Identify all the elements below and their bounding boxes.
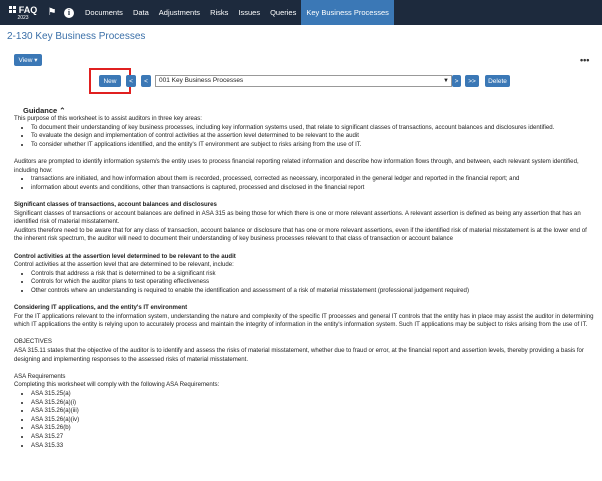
section-heading: Control activities at the assertion level determined to be relevant to the audit	[14, 252, 236, 260]
list-item: • ASA 315.26(a)(iv)	[31, 416, 594, 425]
first-record-button[interactable]: <	[126, 75, 136, 87]
faq-button[interactable]	[4, 5, 42, 21]
section-heading: ASA Requirements	[14, 372, 66, 380]
more-options-icon[interactable]: •••	[580, 55, 590, 65]
view-dropdown-button[interactable]: View ▾	[14, 54, 42, 66]
prompt-text: Auditors are prompted to identify information system/s the entity uses to process financial reporting related information and describe how information flows through, and between, each relevant system identified, including how:	[14, 157, 579, 174]
section-heading: OBJECTIVES	[14, 338, 52, 346]
list-item: • To evaluate the design and implementation of control activities at the assertion level determined to be relevant to the audit	[31, 132, 594, 141]
list-item: • ASA 315.27	[31, 433, 594, 442]
nav-documents[interactable]: Documents	[85, 8, 123, 17]
nav-key-business-processes[interactable]: Key Business Processes	[301, 0, 394, 25]
list-item: • ASA 315.26(a)(i)	[31, 399, 594, 408]
list-item: • ASA 315.33	[31, 442, 594, 451]
faq-label: FAQ	[18, 4, 38, 15]
nav-adjustments[interactable]: Adjustments	[158, 8, 201, 17]
grid-icon	[9, 6, 16, 13]
chevron-down-icon: ▼	[443, 78, 449, 84]
section-heading: Significant classes of transactions, account balances and disclosures	[14, 200, 217, 208]
list-item: • To consider whether IT applications identified, and the entity's IT environment are subject to risks arising from the use of IT.	[31, 141, 594, 150]
delete-button[interactable]: Delete	[485, 75, 510, 87]
paragraph: Control activities at the assertion level that are determined to be relevant, include:	[14, 261, 234, 269]
last-record-button[interactable]: >>	[465, 75, 479, 87]
asa-list	[14, 390, 594, 450]
previous-record-button[interactable]: <	[141, 75, 151, 87]
flag-icon[interactable]: ⚑	[47, 7, 57, 18]
process-select[interactable]	[155, 75, 452, 87]
paragraph: Auditors therefore need to be aware that for any class of transaction, account balance or disclosure that has one or more relevant assertions, even if the identified risk of material misstatement is at the lower end of the inherent risk spectrum, the auditor will need to document their understanding of key business processes relevant to that class of transaction or account balance	[14, 226, 587, 243]
main-nav	[80, 0, 394, 25]
list-item: • ASA 315.26(a)(iii)	[31, 407, 594, 416]
process-select-value: 001 Key Business Processes	[159, 77, 244, 84]
new-button[interactable]: New	[99, 75, 121, 87]
nav-issues[interactable]: Issues	[238, 8, 261, 17]
guidance-content	[14, 115, 594, 450]
faq-year: 2023	[17, 14, 29, 21]
info-icon[interactable]: i	[64, 8, 74, 18]
nav-queries[interactable]: Queries	[270, 8, 297, 17]
page-title: 2-130 Key Business Processes	[7, 31, 146, 42]
intro-text: This purpose of this worksheet is to assist auditors in three key areas:	[14, 115, 202, 122]
list-item: • Other controls where an understanding is required to enable the identification and assessment of a risk of material misstatement (professional judgement required)	[31, 287, 594, 296]
paragraph: Completing this worksheet will comply with the following ASA Requirements:	[14, 381, 220, 389]
next-record-button[interactable]: >	[452, 75, 461, 87]
nav-risks[interactable]: Risks	[210, 8, 229, 17]
list-item: • transactions are initiated, and how information about them is recorded, processed, corrected as necessary, incorporated in the general ledger and reported in the financial report; and	[31, 175, 594, 184]
paragraph: Significant classes of transactions or account balances are defined in ASA 315 as being those for which there is one or more relevant assertions. A relevant assertion is defined as being any assertion that has an identified risk of material misstatement.	[14, 209, 581, 226]
list-item: • Controls that address a risk that is determined to be a significant risk	[31, 270, 594, 279]
section-heading: Considering IT applications, and the entity's IT environment	[14, 304, 188, 312]
controls-list	[14, 270, 594, 296]
list-item: • To document their understanding of key business processes, including key information systems used, that relate to significant classes of transactions, account balances and disclosures identified.	[31, 124, 594, 133]
list-item: • information about events and conditions, other than transactions is captured, processed and disclosed in the financial report	[31, 184, 594, 193]
nav-data[interactable]: Data	[132, 8, 149, 17]
intro-list	[14, 124, 594, 150]
top-navigation-bar	[0, 0, 602, 25]
list-item: • ASA 315.26(b)	[31, 424, 594, 433]
guidance-toggle[interactable]: Guidance ⌃	[23, 106, 66, 115]
prompt-list	[14, 175, 594, 192]
list-item: • Controls for which the auditor plans to test operating effectiveness	[31, 278, 594, 287]
paragraph: For the IT applications relevant to the information system, understanding the nature and complexity of the specific IT processes and general IT controls that the entity has in place may assist the auditor in determining which IT applications the entity is relying upon to accurately process and maintain the integrity of information in the entity's information system. Such IT applications may be subject to risks arising from the use of IT.	[14, 312, 594, 329]
paragraph: ASA 315.11 states that the objective of the auditor is to identify and assess the risks of material misstatement, whether due to fraud or error, at the financial report and assertion levels, thereby providing a basis for designing and implementing responses to the assessed risks of material misstatement.	[14, 347, 584, 363]
list-item: • ASA 315.25(a)	[31, 390, 594, 399]
